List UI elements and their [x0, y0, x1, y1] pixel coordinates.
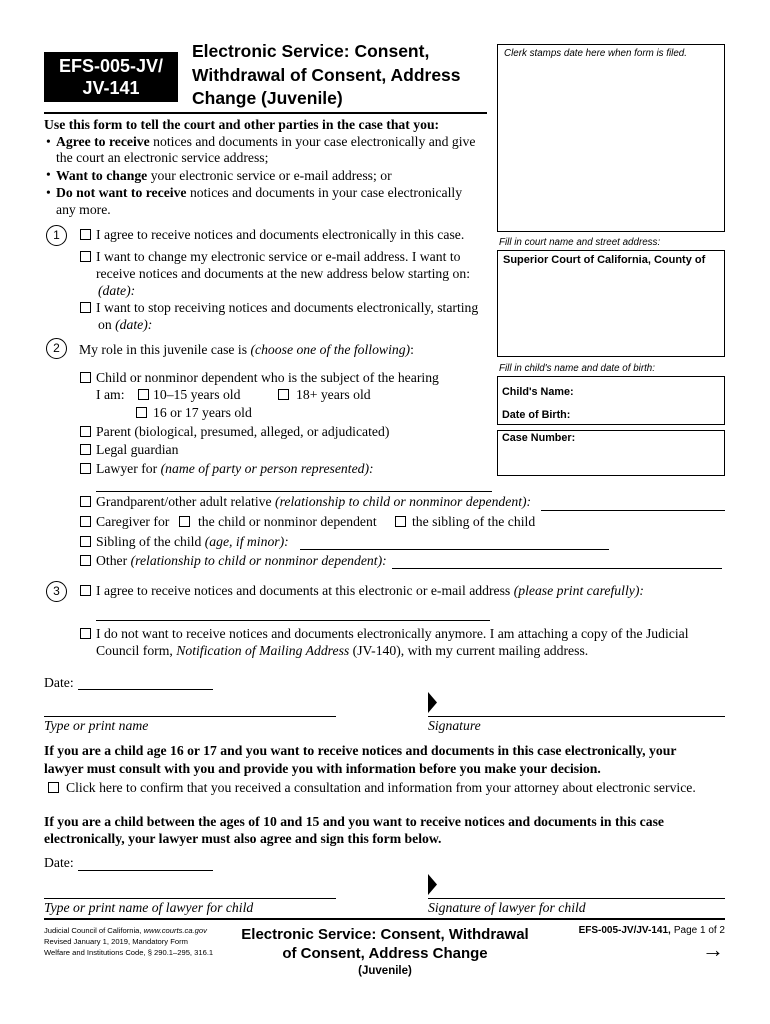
footer-title-line: of Consent, Address Change — [282, 945, 488, 962]
bullet-text: your electronic service or e-mail address; or — [147, 168, 392, 183]
form-title-line: Change (Juvenile) — [192, 88, 343, 108]
stop-date-prefix: on — [98, 317, 116, 332]
role-guardian-checkbox[interactable] — [80, 444, 91, 455]
role-child-checkbox[interactable] — [80, 372, 91, 383]
clerk-stamp-note: Clerk stamps date here when form is filed. — [504, 48, 687, 59]
lawyer-date-label: Date: — [44, 855, 74, 870]
role-parent-checkbox[interactable] — [80, 426, 91, 437]
print-name-caption: Type or print name — [44, 718, 149, 733]
form-title — [192, 40, 461, 111]
role-sibling-label — [96, 534, 289, 550]
form-number-line2: JV-141 — [82, 78, 140, 98]
role-lawyer-checkbox[interactable] — [80, 463, 91, 474]
footer-page-info — [579, 924, 725, 937]
decline-text-start: Council form, — [96, 643, 177, 658]
footer-title — [235, 925, 535, 980]
item-number-1: 1 — [46, 225, 67, 246]
role-grandparent-italic: (relationship to child or nonminor dependent): — [275, 494, 532, 509]
signature-field[interactable] — [428, 716, 725, 717]
role-guardian-label: Legal guardian — [96, 442, 179, 457]
bullet-glyph: • — [46, 167, 51, 182]
change-address-checkbox[interactable] — [80, 251, 91, 262]
footer-title-line: Electronic Service: Consent, Withdrawal — [241, 926, 529, 943]
next-page-arrow-icon: → — [702, 937, 724, 962]
consultation-confirm-label: Click here to confirm that you received a consultation and information from your attorney about electronic service. — [66, 780, 696, 795]
footer-council-text: Judicial Council of California, — [44, 926, 144, 935]
footer-page-number: Page 1 of 2 — [673, 925, 725, 936]
caregiver-child-checkbox[interactable] — [179, 516, 190, 527]
grandparent-relationship-field[interactable] — [541, 510, 725, 511]
court-note: Fill in court name and street address: — [499, 237, 661, 248]
footer-divider — [44, 918, 725, 920]
age-10-15-label: 10–15 years old — [153, 387, 241, 402]
child-note: Fill in child's name and date of birth: — [499, 363, 655, 374]
role-sibling-checkbox[interactable] — [80, 536, 91, 547]
agree-address-text: I agree to receive notices and documents at this electronic or e-mail address — [96, 583, 514, 598]
lawyer-name-caption: Type or print name of lawyer for child — [44, 900, 254, 915]
role-other-text: Other — [96, 553, 131, 568]
form-number-line1: EFS-005-JV/ — [58, 56, 164, 76]
role-caregiver-checkbox[interactable] — [80, 516, 91, 527]
age-16-17-label: 16 or 17 years old — [153, 405, 252, 420]
role-lawyer-text: Lawyer for — [96, 461, 161, 476]
age-16-17-checkbox[interactable] — [136, 407, 147, 418]
lawyer-signature-caption: Signature of lawyer for child — [428, 900, 586, 915]
bullet-text: notices and documents in your case electronically and give — [149, 134, 476, 149]
clerk-stamp-box — [497, 44, 725, 232]
header-divider — [44, 112, 487, 114]
change-date-label: (date): — [98, 283, 136, 298]
bullet-continuation: any more. — [56, 202, 111, 217]
signature-caption: Signature — [428, 718, 481, 733]
caregiver-child-label: the child or nonminor dependent — [198, 514, 377, 529]
decline-electronic-checkbox[interactable] — [80, 628, 91, 639]
age-18-plus-label: 18+ years old — [296, 387, 371, 402]
decline-electronic-label-cont — [96, 643, 588, 659]
bullet-glyph: • — [46, 185, 51, 200]
item-number-3: 3 — [46, 581, 67, 602]
lawyer-represented-field[interactable] — [96, 491, 492, 492]
role-prompt-text: My role in this juvenile case is — [79, 342, 251, 357]
form-number-box — [44, 52, 178, 102]
i-am-label: I am: — [96, 387, 125, 402]
date-field[interactable] — [78, 689, 213, 690]
decline-electronic-label: I do not want to receive notices and documents electronically anymore. I am attaching a copy of the Judicial — [96, 626, 689, 641]
date-label: Date: — [44, 675, 74, 690]
role-other-label — [96, 553, 387, 569]
agree-address-italic: (please print carefully): — [513, 583, 644, 598]
agree-address-checkbox[interactable] — [80, 585, 91, 596]
case-number-label: Case Number: — [502, 432, 576, 444]
other-relationship-field[interactable] — [392, 568, 722, 569]
caregiver-sibling-checkbox[interactable] — [395, 516, 406, 527]
form-title-line: Electronic Service: Consent, — [192, 41, 430, 61]
print-name-field[interactable] — [44, 716, 336, 717]
decline-text-end: (JV-140), with my current mailing address. — [349, 643, 589, 658]
age-18-plus-checkbox[interactable] — [278, 389, 289, 400]
signature-marker-icon — [428, 692, 437, 713]
footer-form-id: EFS-005-JV/JV-141, — [578, 925, 671, 936]
age-10-15-checkbox[interactable] — [138, 389, 149, 400]
role-sibling-text: Sibling of the child — [96, 534, 205, 549]
role-lawyer-italic: (name of party or person represented): — [160, 461, 374, 476]
stop-electronic-checkbox[interactable] — [80, 302, 91, 313]
notice-16-17-line: lawyer must consult with you and provide you with information before you make your decision. — [44, 761, 601, 776]
form-title-line: Withdrawal of Consent, Address — [192, 64, 461, 85]
role-grandparent-text: Grandparent/other adult relative — [96, 494, 276, 509]
stop-date-label: (date): — [115, 317, 153, 332]
signature-marker-icon — [428, 874, 437, 895]
item-number-2: 2 — [46, 338, 67, 359]
lawyer-signature-field[interactable] — [428, 898, 725, 899]
bullet-text: notices and documents in your case electronically — [186, 185, 463, 200]
child-name-label: Child's Name: — [502, 386, 574, 398]
role-prompt-italic: (choose one of the following) — [250, 342, 411, 357]
role-lawyer-label — [96, 461, 374, 477]
role-caregiver-label: Caregiver for — [96, 514, 170, 529]
notice-16-17-line: If you are a child age 16 or 17 and you want to receive notices and documents in this case electronically, your — [44, 743, 677, 758]
role-grandparent-checkbox[interactable] — [80, 496, 91, 507]
role-grandparent-label — [96, 494, 531, 510]
role-sibling-italic: (age, if minor): — [204, 534, 289, 549]
stop-date-line — [98, 317, 152, 333]
bullet-continuation: the court an electronic service address; — [56, 150, 269, 165]
bullet-bold-text: Want to change — [56, 168, 148, 183]
footer-title-line: (Juvenile) — [358, 965, 412, 977]
change-address-label: I want to change my electronic service or e-mail address. I want to — [96, 249, 461, 264]
change-address-label-cont: receive notices and documents at the new address below starting on: — [96, 266, 471, 281]
sibling-age-field[interactable] — [300, 549, 609, 550]
notice-10-15-line: If you are a child between the ages of 10 and 15 and you want to receive notices and documents in this case — [44, 814, 664, 829]
footer-council — [44, 925, 207, 936]
caregiver-sibling-label: the sibling of the child — [412, 514, 536, 529]
footer-revised: Revised January 1, 2019, Mandatory Form — [44, 937, 188, 946]
agree-electronic-label: I agree to receive notices and documents electronically in this case. — [96, 227, 465, 242]
bullet-bold-text: Do not want to receive — [56, 185, 187, 200]
date-of-birth-label: Date of Birth: — [502, 409, 571, 421]
consultation-confirm-checkbox[interactable] — [48, 782, 59, 793]
intro-bullet-change — [56, 168, 392, 184]
email-address-field[interactable] — [96, 620, 490, 621]
notice-10-15-line: electronically, your lawyer must also agree and sign this form below. — [44, 831, 442, 846]
role-other-italic: (relationship to child or nonminor dependent): — [130, 553, 387, 568]
intro-bullet-agree — [56, 134, 475, 150]
court-label: Superior Court of California, County of — [503, 254, 706, 266]
role-parent-label: Parent (biological, presumed, alleged, or adjudicated) — [96, 424, 390, 439]
bullet-glyph: • — [46, 134, 51, 149]
role-child-label: Child or nonminor dependent who is the subject of the hearing — [96, 370, 439, 385]
lawyer-name-field[interactable] — [44, 898, 336, 899]
lawyer-date-field[interactable] — [78, 870, 213, 871]
footer-code: Welfare and Institutions Code, § 290.1–295, 316.1 — [44, 948, 214, 957]
intro-heading: Use this form to tell the court and other parties in the case that you: — [44, 117, 440, 132]
footer-website-link[interactable]: www.courts.ca.gov — [143, 926, 207, 935]
role-other-checkbox[interactable] — [80, 555, 91, 566]
role-prompt-end: : — [410, 342, 414, 357]
role-prompt — [79, 342, 414, 358]
bullet-bold-text: Agree to receive — [56, 134, 150, 149]
agree-address-label — [96, 583, 644, 599]
decline-form-name: Notification of Mailing Address — [176, 643, 350, 658]
intro-bullet-decline — [56, 185, 462, 201]
agree-electronic-checkbox[interactable] — [80, 229, 91, 240]
stop-electronic-label: I want to stop receiving notices and documents electronically, starting — [96, 300, 479, 315]
